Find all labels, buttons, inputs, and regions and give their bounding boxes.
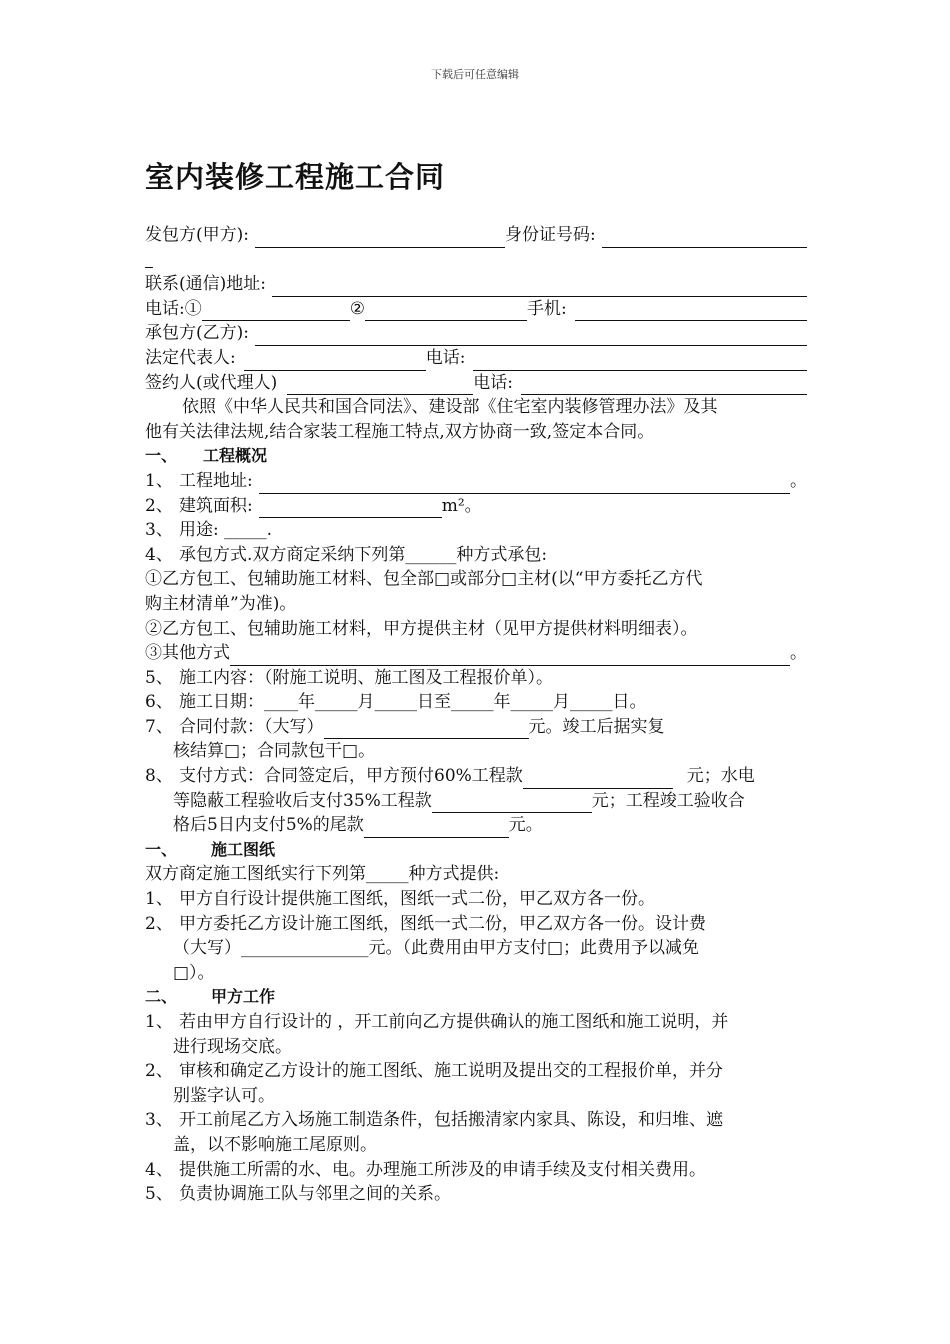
item-text: 甲方委托乙方设计施工图纸，图纸一式二份，甲乙双方各一份。设计费 [179,913,706,934]
item-end: 元；水电 [686,766,755,787]
item-number: 1、 [145,470,173,491]
item-end: 。 [790,643,807,664]
item-number: 2、 [145,1061,173,1082]
party-a-line [145,223,807,248]
agent-phone-field[interactable] [521,377,807,395]
section-title: 甲方工作 [211,987,276,1007]
mobile-field[interactable] [575,303,807,321]
item-end: 元；工程竣工验收合 [591,790,745,811]
item-number: 4、 [145,544,173,565]
list-item [145,543,807,568]
list-item [145,1108,807,1133]
intro-line-1: 依照《中华人民共和国合同法》、建设部《住宅室内装修管理办法》及其 [182,397,718,418]
party-b-line [145,321,807,346]
agent-field[interactable] [287,377,473,395]
intro-line-2: 他有关法律法规,结合家装工程施工特点,双方协商一致,签定本合同。 [145,421,655,442]
section-number: 二、 [145,987,178,1007]
list-item [145,666,807,691]
option-2: ②乙方包工、包辅助施工材料，甲方提供主材（见甲方提供材料明细表）。 [145,618,698,639]
item-number: 1、 [145,889,173,910]
legal-rep-phone-field[interactable] [473,353,807,371]
item-label: 格后5日内支付5%的尾款 [173,815,364,836]
item-number: 5、 [145,667,173,688]
address-line [145,272,807,297]
item-text: 用途: _____. [179,520,273,541]
legal-rep-field[interactable] [244,353,426,371]
option-1-line-2: 购主材清单”为准)。 [145,593,297,614]
list-item-continuation: （大写）_______________元。（此费用由甲方支付□；此费用予以减免 [173,938,700,959]
prepayment-field[interactable] [523,771,673,789]
list-item-continuation: 进行现场交底。 [173,1036,292,1057]
legal-rep-label: 法定代表人: [145,347,236,368]
section-heading-drawings [145,838,807,863]
section-heading-party-a-duties [145,985,807,1010]
item-text: 甲方自行设计提供施工图纸，图纸一式二份，甲乙双方各一份。 [179,889,655,910]
item-number: 3、 [145,520,173,541]
item-text: 承包方式.双方商定采纳下列第______种方式承包: [179,544,548,565]
second-payment-field[interactable] [432,795,592,813]
item-text: 审核和确定乙方设计的施工图纸、施工说明及提出交的工程报价单，并分 [179,1061,723,1082]
item-label: 支付方式：合同签定后，甲方预付60%工程款 [179,766,523,787]
list-item-continuation: 核结算□；合同款包干□。 [173,741,376,762]
legal-rep-phone-label: 电话: [425,347,466,368]
floor-area-field[interactable] [259,500,442,518]
item-number: 8、 [145,766,173,787]
list-item [145,690,807,715]
phone2-label: ② [349,298,365,319]
party-b-field[interactable] [255,328,807,346]
item-text: 施工日期：____年_____月_____日至_____年_____月_____日。 [179,692,647,713]
address-label: 联系(通信)地址: [145,274,266,295]
list-item [145,469,807,494]
final-payment-field[interactable] [364,820,509,838]
item-text: 负责协调施工队与邻里之间的关系。 [179,1184,451,1205]
item-end: 。 [790,470,807,491]
item-label: 等隐蔽工程验收后支付35%工程款 [173,790,432,811]
list-item [145,1182,807,1207]
item-label: 工程地址: [179,470,253,491]
item-number: 2、 [145,495,173,516]
party-a-field[interactable] [255,230,505,248]
item-text: 提供施工所需的水、电。办理施工所涉及的申请手续及支付相关费用。 [179,1159,706,1180]
list-item [145,1158,807,1183]
list-item-continuation [145,789,807,814]
section-number: 一、 [145,839,178,859]
phone-label: 电话:① [145,298,202,319]
item-number: 5、 [145,1184,173,1205]
list-item [145,494,807,519]
other-method-field[interactable] [230,648,790,666]
phone-line [145,297,807,322]
item-label: 合同付款：（大写） [179,716,324,737]
section-heading-project-overview [145,444,807,469]
list-item [145,764,807,789]
agent-label: 签约人(或代理人) [145,372,278,393]
item-number: 6、 [145,692,173,713]
list-item [145,1059,807,1084]
item-end: 元。 [508,815,543,836]
list-item [145,912,807,937]
item-label: 建筑面积: [179,495,253,516]
legal-rep-line [145,346,807,371]
list-item [145,518,807,543]
item-number: 4、 [145,1159,173,1180]
list-item [145,1010,807,1035]
contract-amount-field[interactable] [324,721,529,739]
agent-phone-label: 电话: [473,372,513,393]
section-number: 一、 [145,446,178,466]
item-number: 3、 [145,1110,173,1131]
list-item [145,887,807,912]
item-number: 7、 [145,716,173,737]
option-3-label: ③其他方式 [145,643,230,664]
document-title: 室内装修工程施工合同 [145,160,446,194]
list-item-continuation: □）。 [173,962,215,983]
option-1-line-1: ①乙方包工、包辅助施工材料、包全部□或部分□主材(以“甲方委托乙方代 [145,569,703,590]
project-address-field[interactable] [259,476,790,494]
list-item-continuation: 盖，以不影响施工尾原则。 [173,1134,377,1155]
option-3 [145,641,807,666]
id-number-field[interactable] [602,230,807,248]
party-b-label: 承包方(乙方): [145,323,249,344]
party-a-label: 发包方(甲方): [145,225,249,245]
item-end: 元。竣工后据实复 [528,716,665,737]
item-end: m²。 [441,495,482,516]
phone1-field[interactable] [202,303,350,321]
phone2-field[interactable] [365,303,527,321]
item-text: 开工前尾乙方入场施工制造条件，包括搬清家内家具、陈设，和归堆、遮 [179,1110,723,1131]
section-title: 工程概况 [203,446,268,466]
party-a-overflow-line [145,248,807,273]
id-number-label: 身份证号码: [505,225,596,245]
agent-line [145,371,807,396]
item-number: 1、 [145,1012,173,1032]
section-intro: 双方商定施工图纸实行下列第_____种方式提供: [145,864,500,885]
section-title: 施工图纸 [211,839,276,859]
mobile-label: 手机: [526,298,567,319]
list-item-continuation: 别鉴字认可。 [173,1085,275,1106]
id-number-field-overflow[interactable] [145,250,153,268]
list-item [145,715,807,740]
address-field[interactable] [272,279,807,297]
page-header: 下载后可任意编辑 [431,68,519,81]
contract-body [145,223,807,1207]
item-number: 2、 [145,913,173,934]
list-item-continuation [145,813,807,838]
item-text: 若由甲方自行设计的 ，开工前向乙方提供确认的施工图纸和施工说明，并 [179,1012,729,1032]
item-text: 施工内容：（附施工说明、施工图及工程报价单）。 [179,667,553,688]
